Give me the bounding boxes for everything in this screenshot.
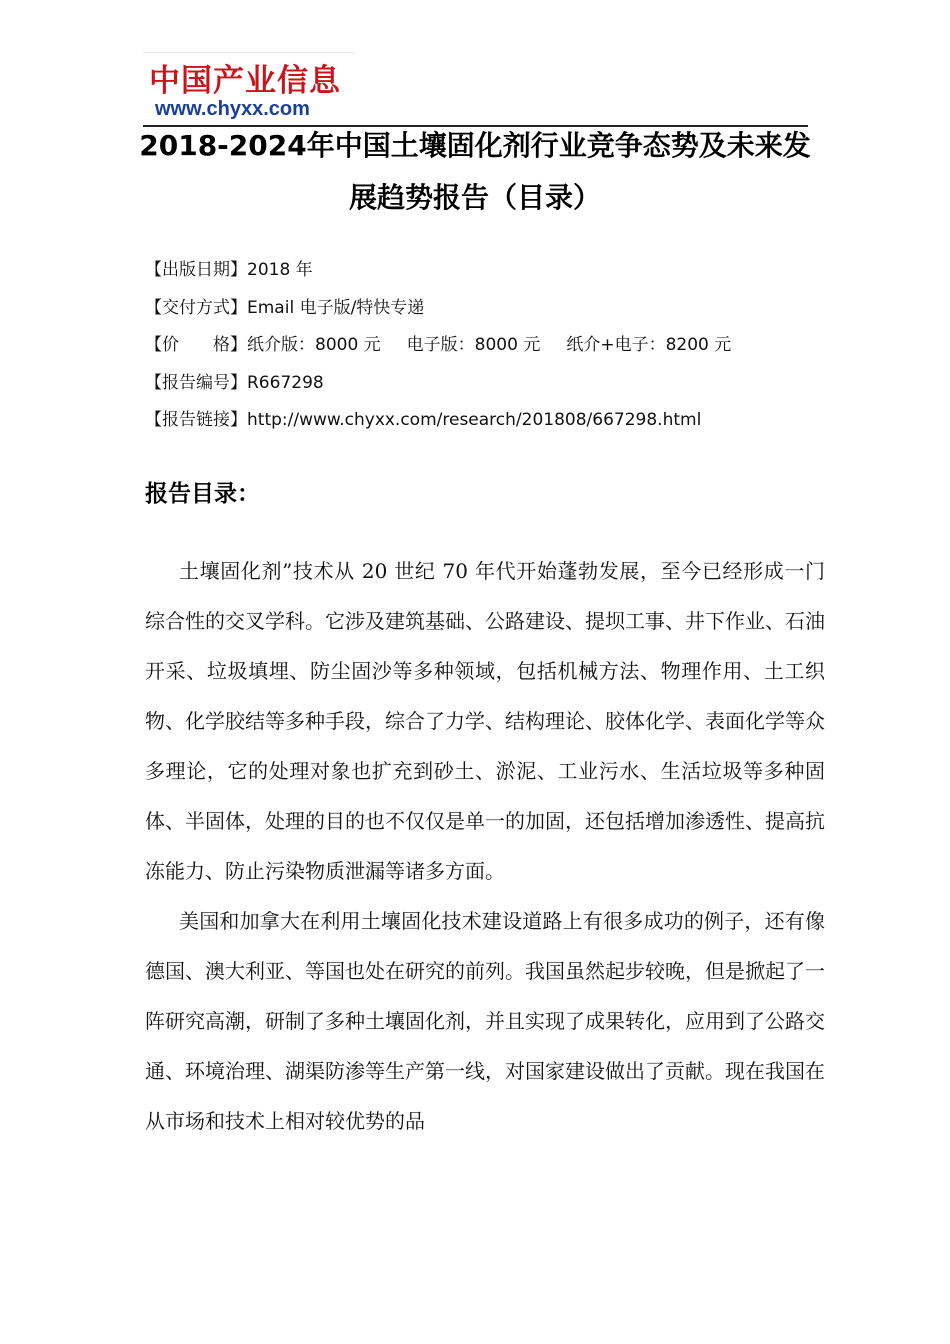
meta-value: R667298 — [247, 372, 324, 393]
logo-url: www.chyxx.com — [155, 98, 310, 120]
logo-name: 中国产业信息 — [149, 63, 341, 99]
meta-label: 【价 格】 — [145, 335, 247, 355]
price-both: 纸介+电子：8200 元 — [566, 335, 732, 355]
meta-report-number — [145, 365, 825, 403]
meta-price — [145, 327, 825, 365]
meta-label: 【出版日期】 — [145, 260, 247, 280]
report-title: 2018-2024年中国土壤固化剂行业竞争态势及未来发展趋势报告（目录） — [139, 129, 811, 214]
report-meta — [145, 252, 825, 440]
report-body — [145, 546, 825, 1146]
body-paragraph: 美国和加拿大在利用土壤固化技术建设道路上有很多成功的例子，还有像德国、澳大利亚、等国也处在研究的前列。我国虽然起步较晚，但是掀起了一阵研究高潮，研制了多种土壤固化剂，并且实现了成果转化，应用到了公路交通、环境治理、湖渠防渗等生产第一线，对国家建设做出了贡献。现在我国在从市场和技术上相对较优势的品 — [145, 909, 825, 1133]
price-paper: 纸介版：8000 元 — [247, 335, 381, 355]
meta-value: Email 电子版/特快专递 — [247, 297, 425, 318]
price-electronic: 电子版：8000 元 — [406, 335, 541, 355]
meta-delivery — [145, 290, 825, 328]
meta-label: 【报告编号】 — [145, 372, 247, 393]
meta-value: 2018 年 — [247, 260, 313, 280]
site-logo[interactable] — [143, 52, 355, 125]
meta-publish-date — [145, 252, 825, 290]
report-link[interactable]: http://www.chyxx.com/research/201808/667298.html — [247, 410, 702, 430]
body-paragraph: 土壤固化剂”技术从 20 世纪 70 年代开始蓬勃发展，至今已经形成一门综合性的交叉学科。它涉及建筑基础、公路建设、提坝工事、井下作业、石油开采、垃圾填埋、防尘固沙等多种领域，包括机械方法、物理作用、土工织物、化学胶结等多种手段，综合了力学、结构理论、胶体化学、表面化学等众多理论，它的处理对象也扩充到砂土、淤泥、工业污水、生活垃圾等多种固体、半固体，处理的目的也不仅仅是单一的加固，还包括增加渗透性、提高抗冻能力、防止污染物质泄漏等诸多方面。 — [145, 559, 825, 883]
meta-report-link — [145, 402, 825, 440]
meta-label: 【报告链接】 — [145, 410, 247, 430]
meta-label: 【交付方式】 — [145, 297, 247, 318]
toc-heading: 报告目录： — [145, 481, 260, 507]
